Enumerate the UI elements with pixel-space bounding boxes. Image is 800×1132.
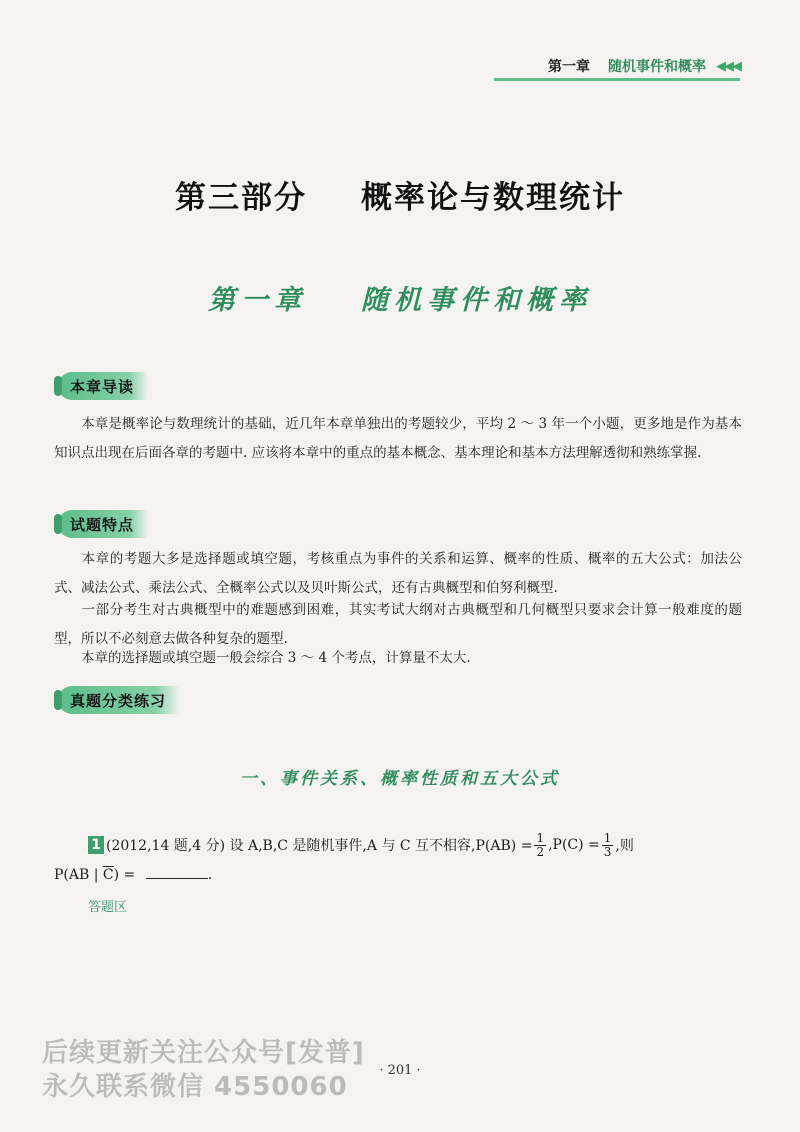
section-tag-features-label: 试题特点	[70, 515, 135, 534]
features-text-1: 本章的考题大多是选择题或填空题，考核重点为事件的关系和运算、概率的性质、概率的五大公式：加法公式、减法公式、乘法公式、全概率公式以及贝叶斯公式，还有古典概型和伯努利概型.	[54, 551, 742, 596]
complement-c: $\overline{C}$	[102, 867, 114, 883]
question-line-1	[106, 828, 746, 862]
question-number-badge: 1	[88, 836, 104, 854]
part-title-right: 概率论与数理统计	[361, 180, 625, 216]
part-title-left: 第三部分	[175, 180, 307, 216]
intro-text: 本章是概率论与数理统计的基础，近几年本章单独出的考题较少，平均 2 ～ 3 年一个小题，更多地是作为基本知识点出现在后面各章的考题中. 应该将本章中的重点的基本概念、基本理论和基本方法理解透彻和熟练掌握.	[54, 416, 742, 461]
part-title	[0, 172, 800, 217]
chapter-title	[0, 278, 800, 317]
triple-arrow-icon: ◀◀◀	[716, 58, 740, 74]
answer-zone-label: 答题区	[88, 900, 128, 915]
question-prefix: (2012,14 题,4 分) 设 A,B,C 是随机事件,A 与 C 互不相容,P(AB) =	[106, 838, 533, 854]
fraction-numerator: 1	[603, 830, 612, 845]
page-number: · 201 ·	[379, 1063, 421, 1078]
question-line2-end: .	[207, 867, 213, 883]
section-tag-practice	[58, 686, 180, 714]
question-suffix: ,则	[615, 838, 634, 854]
intro-paragraph	[54, 410, 742, 468]
section-tag-features	[58, 510, 148, 538]
watermark	[42, 1036, 365, 1104]
section-tag-intro	[58, 372, 148, 400]
fraction-one-half	[534, 832, 546, 859]
chapter-title-right: 随机事件和概率	[361, 285, 592, 316]
running-header-title: 随机事件和概率	[608, 59, 706, 75]
question-line-2	[54, 866, 212, 883]
fraction-numerator: 1	[536, 830, 545, 845]
section-tag-practice-label: 真题分类练习	[70, 691, 167, 710]
fraction-denominator: 3	[603, 844, 612, 859]
running-header-chapter: 第一章	[548, 59, 590, 75]
fraction-denominator: 2	[536, 844, 545, 859]
features-paragraph-3	[54, 644, 742, 673]
running-header	[494, 55, 740, 77]
question-line2-prefix: P(AB |	[54, 867, 99, 883]
chapter-title-left: 第一章	[208, 285, 307, 316]
features-paragraph-1	[54, 545, 742, 603]
answer-blank[interactable]	[146, 866, 208, 879]
question-line2-suffix: ) =	[113, 867, 136, 883]
features-text-3: 本章的选择题或填空题一般会综合 3 ～ 4 个考点，计算量不太大.	[81, 650, 471, 666]
header-rule	[494, 78, 740, 81]
features-text-2: 一部分考生对古典概型中的难题感到困难，其实考试大纲对古典概型和几何概型只要求会计算一般难度的题型，所以不必刻意去做各种复杂的题型.	[54, 602, 742, 647]
section-tag-intro-label: 本章导读	[70, 377, 135, 396]
watermark-line-2: 永久联系微信 4550060	[42, 1072, 348, 1102]
watermark-line-1: 后续更新关注公众号[发普]	[42, 1038, 365, 1068]
question-middle: ,P(C) =	[548, 837, 600, 853]
fraction-one-third	[602, 832, 614, 859]
section-heading: 一、事件关系、概率性质和五大公式	[240, 769, 560, 789]
